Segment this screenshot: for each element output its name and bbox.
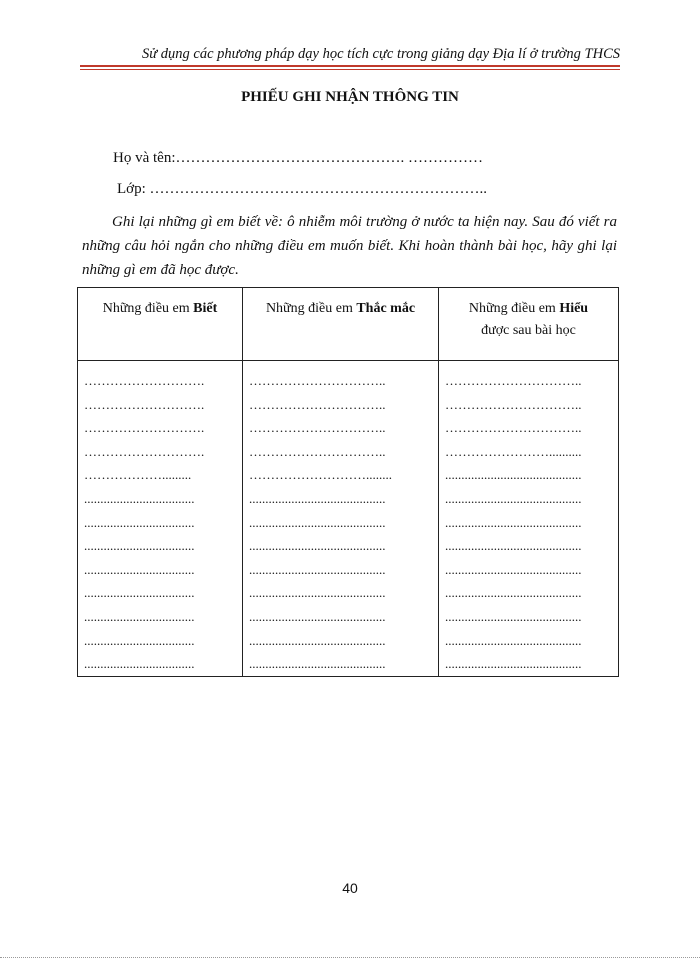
worksheet-title: PHIẾU GHI NHẬN THÔNG TIN — [241, 89, 459, 105]
dotted-line: .......................................... — [445, 490, 582, 506]
dotted-line: ………………………. — [84, 420, 205, 436]
column-header-know — [78, 288, 243, 361]
running-header: Sử dụng các phương pháp dạy học tích cực trong giảng dạy Địa lí ở trường THCS — [142, 46, 620, 62]
dotted-line: ………………………….. — [445, 396, 582, 412]
dotted-line: .......................................... — [249, 585, 386, 601]
dotted-line: ………………………….. — [445, 373, 582, 388]
column-header-know-bold: Biết — [193, 301, 218, 316]
dotted-line: .......................................... — [445, 467, 582, 483]
dotted-line: .......................................... — [249, 608, 386, 624]
dotted-line: .......................................... — [249, 632, 386, 648]
dotted-line: .................................. — [84, 585, 195, 601]
column-header-learned-suffix: được sau bài học — [481, 323, 576, 338]
dotted-line: .................................. — [84, 561, 195, 577]
page-number: 40 — [342, 880, 358, 896]
dotted-line: ………………………. — [84, 396, 205, 412]
dotted-line: .......................................... — [249, 514, 386, 530]
dotted-line: .......................................... — [445, 514, 582, 530]
name-field: Họ và tên:………………………………………. …………… — [113, 150, 483, 166]
dotted-line: ………………………........ — [249, 467, 392, 483]
column-wonder-cell[interactable] — [243, 361, 439, 677]
dotted-line: ………………………….. — [249, 443, 386, 459]
dotted-line: ………………………….. — [249, 373, 386, 388]
dotted-line: .................................. — [84, 514, 195, 530]
column-know-cell[interactable] — [78, 361, 243, 677]
dotted-line: .................................. — [84, 608, 195, 624]
dotted-line: ………………………. — [84, 373, 205, 388]
column-header-learned-bold: Hiểu — [559, 301, 589, 316]
page-bottom-divider — [0, 957, 700, 958]
column-header-learned — [439, 288, 619, 361]
dotted-line: .......................................... — [249, 561, 386, 577]
dotted-line: .......................................... — [249, 490, 386, 506]
dotted-line: .................................. — [84, 538, 195, 554]
dotted-line: ………………………….. — [249, 420, 386, 436]
dotted-line: .......................................... — [249, 538, 386, 554]
dotted-line: ………………………. — [84, 443, 205, 459]
dotted-line: .......................................... — [445, 585, 582, 601]
dotted-line: .......................................... — [445, 632, 582, 648]
dotted-line: .................................. — [84, 656, 195, 672]
class-field: Lớp: ………………………………………………………….. — [117, 181, 488, 197]
column-header-know-prefix: Những điều em — [102, 301, 194, 316]
dotted-line: ………………......... — [84, 467, 192, 483]
header-rule — [80, 65, 620, 67]
column-header-learned-prefix: Những điều em — [468, 301, 560, 316]
dotted-line: .......................................... — [445, 561, 582, 577]
instruction-paragraph: Ghi lại những gì em biết về: ô nhiễm môi trường ở nước ta hiện nay. Sau đó viết ra những câu hỏi ngắn cho những điều em muốn biết. Khi hoàn thành bài học, hãy ghi lại những gì em đã học được. — [82, 214, 617, 278]
column-learned-cell[interactable] — [439, 361, 619, 677]
dotted-line: .......................................... — [445, 656, 582, 672]
column-header-wonder-prefix: Những điều em — [265, 301, 357, 316]
header-rule-thin — [80, 69, 620, 70]
table-header-row — [78, 288, 619, 361]
dotted-line: …………………….......... — [445, 443, 582, 459]
table-row — [78, 361, 619, 677]
column-header-wonder-bold: Thắc mắc — [356, 301, 416, 316]
dotted-line: ………………………….. — [445, 420, 582, 436]
column-header-wonder — [243, 288, 439, 361]
dotted-line: .................................. — [84, 490, 195, 506]
dotted-line: .......................................... — [249, 656, 386, 672]
dotted-line: .................................. — [84, 632, 195, 648]
dotted-line: .......................................... — [445, 538, 582, 554]
kwl-table — [77, 287, 619, 677]
dotted-line: .......................................... — [445, 608, 582, 624]
dotted-line: ………………………….. — [249, 396, 386, 412]
